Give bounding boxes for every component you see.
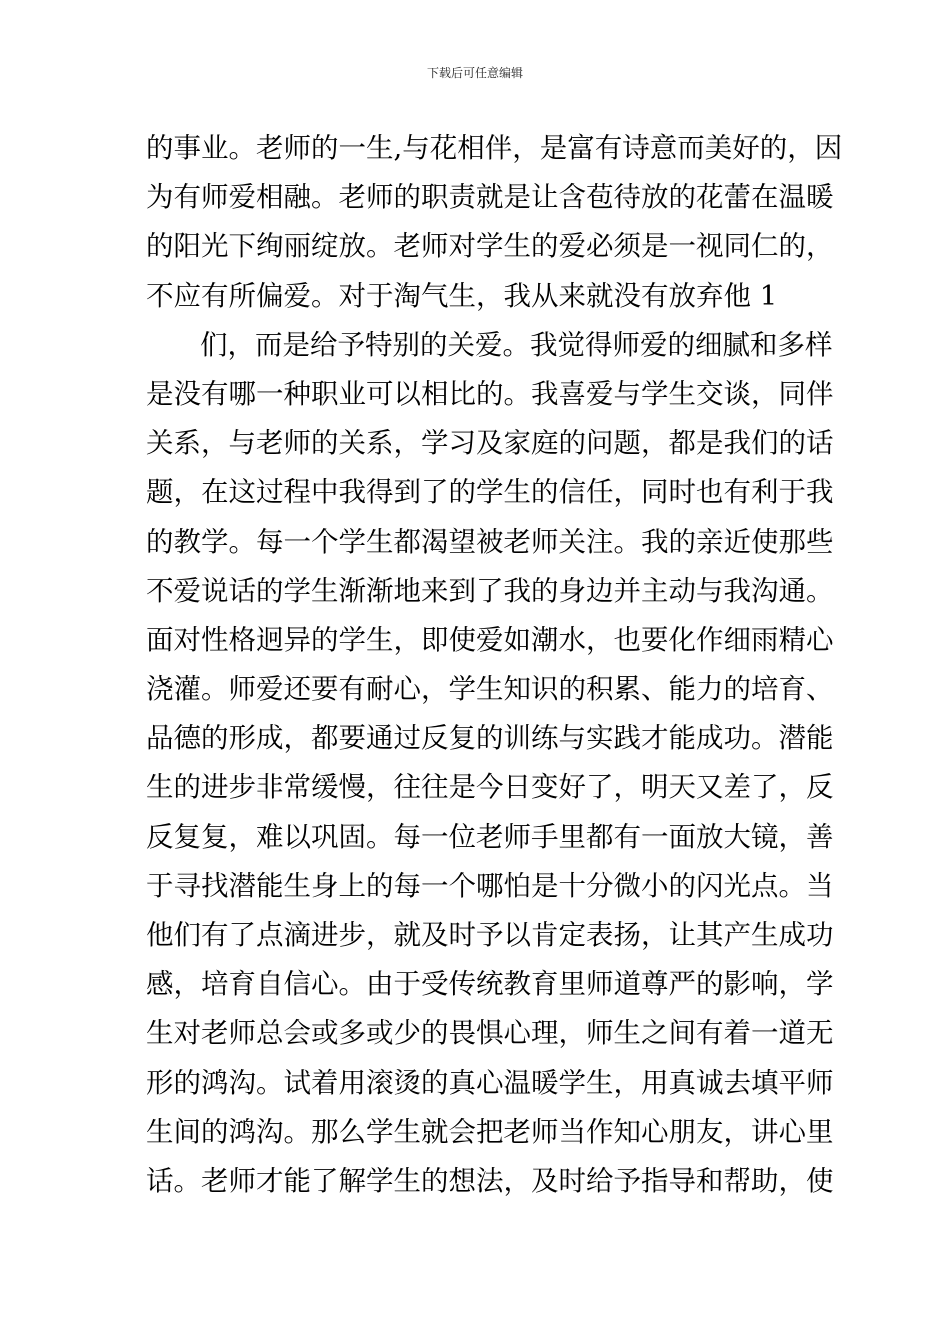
document-body xyxy=(146,124,843,1206)
text-line: 的事业。老师的一生,与花相伴，是富有诗意而美好的，因 xyxy=(146,132,843,164)
text-line: 不应有所偏爱。对于淘气生，我从来就没有放弃他 1 xyxy=(146,279,778,312)
text-line: 话。老师才能了解学生的想法，及时给予指导和帮助，使 xyxy=(146,1164,834,1197)
text-line: 的教学。每一个学生都渴望被老师关注。我的亲近使那些 xyxy=(146,525,834,558)
text-line: 关系，与老师的关系，学习及家庭的问题，都是我们的话 xyxy=(146,427,834,460)
text-line: 的阳光下绚丽绽放。老师对学生的爱必须是一视同仁的， xyxy=(146,230,834,263)
text-line: 生间的鸿沟。那么学生就会把老师当作知心朋友，讲心里 xyxy=(146,1115,834,1148)
text-line: 是没有哪一种职业可以相比的。我喜爱与学生交谈，同伴 xyxy=(146,377,834,410)
text-line: 生的进步非常缓慢，往往是今日变好了，明天又差了，反 xyxy=(146,771,834,804)
text-line: 他们有了点滴进步，就及时予以肯定表扬，让其产生成功 xyxy=(146,919,834,951)
text-line: 题，在这过程中我得到了的学生的信任，同时也有利于我 xyxy=(146,476,834,509)
text-line: 不爱说话的学生渐渐地来到了我的身边并主动与我沟通。 xyxy=(146,574,834,607)
paragraph-first-line: 们，而是给予特别的关爱。我觉得师爱的细腻和多样 xyxy=(200,328,833,361)
text-line: 形的鸿沟。试着用滚烫的真心温暖学生，用真诚去填平师 xyxy=(146,1066,834,1099)
text-line: 生对老师总会或多或少的畏惧心理，师生之间有着一道无 xyxy=(146,1017,834,1050)
page-header: 下载后可任意编辑 xyxy=(426,66,523,80)
text-line: 为有师爱相融。老师的职责就是让含苞待放的花蕾在温暖 xyxy=(146,181,834,214)
text-line: 于寻找潜能生身上的每一个哪怕是十分微小的闪光点。当 xyxy=(146,869,834,902)
text-line: 面对性格迥异的学生，即使爱如潮水，也要化作细雨精心 xyxy=(146,623,834,656)
text-line: 感，培育自信心。由于受传统教育里师道尊严的影响，学 xyxy=(146,968,834,1001)
text-line: 品德的形成，都要通过反复的训练与实践才能成功。潜能 xyxy=(146,722,834,755)
text-line: 反复复，难以巩固。每一位老师手里都有一面放大镜，善 xyxy=(146,820,834,853)
text-line: 浇灌。师爱还要有耐心，学生知识的积累、能力的培育、 xyxy=(146,673,834,706)
